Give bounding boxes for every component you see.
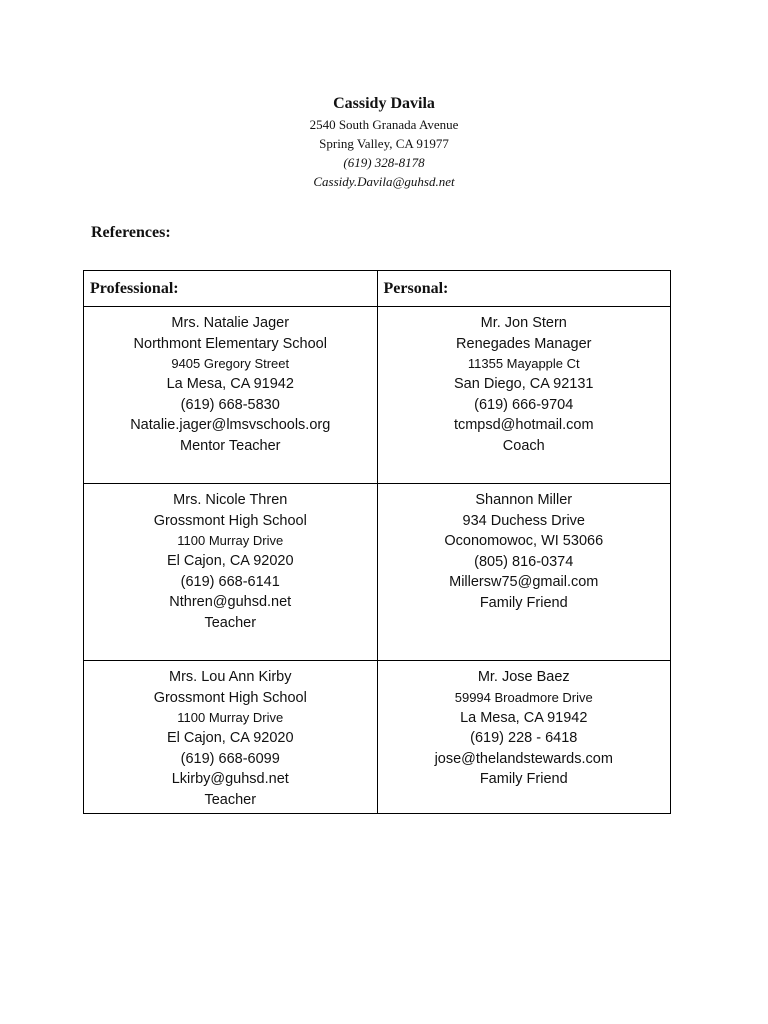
professional-column-header: Professional: [84, 271, 378, 307]
reference-email: tcmpsd@hotmail.com [453, 417, 594, 433]
table-header-row [84, 271, 671, 307]
reference-role: Family Friend [479, 594, 568, 611]
reference-email: jose@thelandstewards.com [434, 750, 613, 767]
applicant-email: Cassidy.Davila@guhsd.net [313, 174, 455, 189]
reference-organization: Renegades Manager [456, 335, 592, 352]
reference-name: Mrs. Nicole Thren [173, 492, 288, 508]
reference-phone: (805) 816-0374 [474, 553, 574, 570]
applicant-city: Spring Valley, CA 91977 [319, 136, 449, 151]
reference-email: Lkirby@guhsd.net [171, 771, 289, 787]
reference-role: Teacher [204, 791, 257, 808]
reference-organization: Grossmont High School [153, 689, 307, 706]
references-heading: References: [91, 224, 171, 241]
reference-name: Mrs. Natalie Jager [171, 315, 290, 331]
reference-street: 11355 Mayapple Ct [467, 356, 580, 371]
reference-city: El Cajon, CA 92020 [166, 730, 294, 746]
reference-phone: (619) 668-6099 [180, 750, 280, 767]
contact-header [0, 93, 768, 191]
reference-role: Coach [502, 437, 545, 454]
reference-phone: (619) 668-5830 [180, 396, 280, 413]
applicant-phone: (619) 328-8178 [343, 155, 425, 170]
professional-reference-cell [84, 307, 378, 484]
personal-reference-cell [377, 484, 671, 661]
reference-organization: Northmont Elementary School [133, 335, 327, 352]
personal-reference-cell [377, 307, 671, 484]
reference-name: Shannon Miller [475, 492, 573, 508]
references-table [83, 270, 671, 814]
reference-street: 934 Duchess Drive [462, 512, 585, 529]
reference-name: Mr. Jon Stern [480, 315, 567, 331]
reference-phone: (619) 668-6141 [180, 573, 280, 590]
reference-organization: Grossmont High School [153, 512, 307, 529]
table-row [84, 307, 671, 484]
personal-reference-cell [377, 661, 671, 814]
reference-city: La Mesa, CA 91942 [166, 376, 294, 392]
reference-city: Oconomowoc, WI 53066 [444, 533, 604, 549]
reference-street: 1100 Murray Drive [177, 533, 284, 548]
reference-phone: (619) 666-9704 [474, 396, 574, 413]
reference-street: 1100 Murray Drive [177, 710, 284, 725]
reference-name: Mr. Jose Baez [477, 669, 570, 685]
reference-phone: (619) 228 - 6418 [470, 730, 578, 746]
professional-reference-cell [84, 484, 378, 661]
reference-street: 9405 Gregory Street [171, 356, 290, 371]
applicant-name: Cassidy Davila [333, 95, 435, 112]
reference-city: San Diego, CA 92131 [454, 376, 594, 392]
personal-column-header: Personal: [377, 271, 671, 307]
reference-email: Millersw75@gmail.com [449, 574, 599, 590]
applicant-street: 2540 South Granada Avenue [309, 117, 459, 132]
reference-name: Mrs. Lou Ann Kirby [169, 669, 292, 685]
reference-street: 59994 Broadmore Drive [454, 689, 593, 705]
reference-role: Family Friend [479, 771, 568, 787]
professional-reference-cell [84, 661, 378, 814]
reference-city: El Cajon, CA 92020 [166, 553, 294, 569]
reference-email: Nthren@guhsd.net [169, 594, 292, 610]
reference-role: Mentor Teacher [180, 437, 281, 454]
table-row [84, 661, 671, 814]
reference-role: Teacher [204, 614, 257, 631]
table-row [84, 484, 671, 661]
reference-city: La Mesa, CA 91942 [460, 709, 588, 726]
reference-email: Natalie.jager@lmsvschools.org [130, 417, 331, 433]
